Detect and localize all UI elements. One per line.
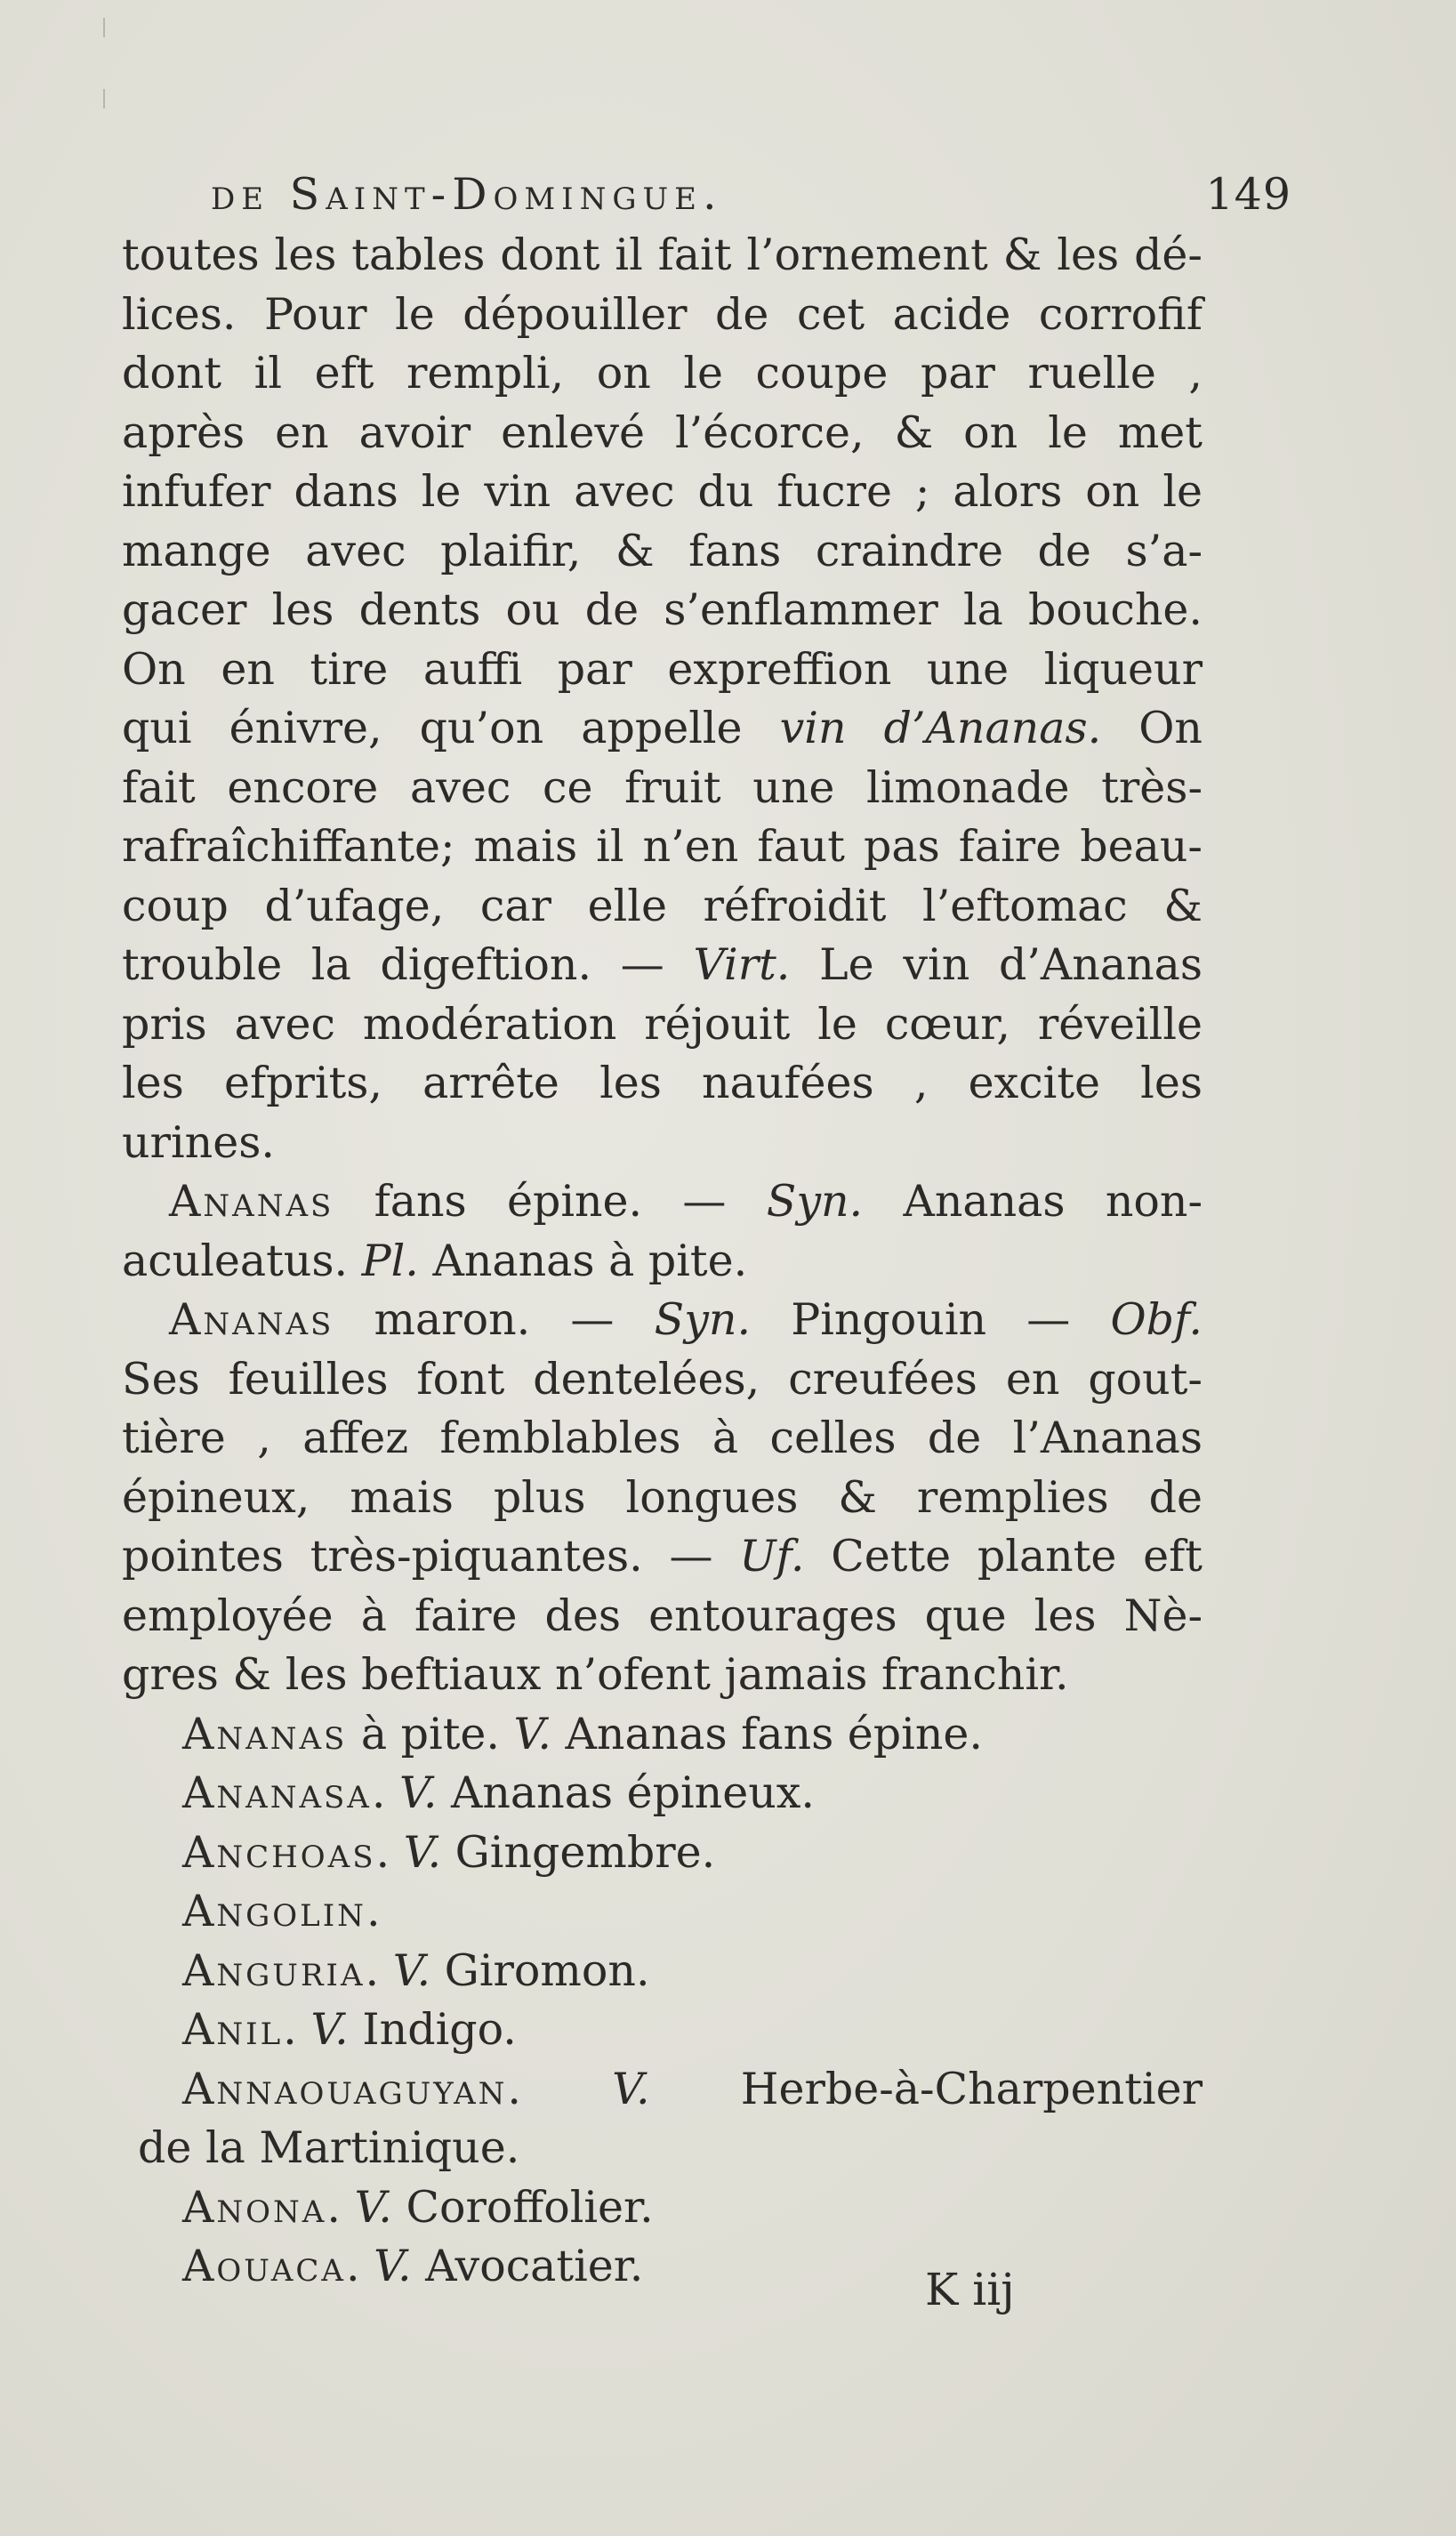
text-line <box>122 1649 1069 1700</box>
text-line <box>122 1471 1203 1523</box>
text-line <box>182 2181 654 2233</box>
italic-text: V. <box>354 2181 392 2233</box>
text-line <box>122 1116 275 1168</box>
text-segment: Ananas fans épine. <box>551 1708 983 1759</box>
entry-headword: Anil <box>182 2004 284 2055</box>
text-segment: Avocatier. <box>411 2241 644 2291</box>
text-line <box>122 288 1203 340</box>
text-line <box>182 1944 650 1996</box>
text-line <box>182 1886 381 1936</box>
entry-headword: Angolin <box>182 1886 366 1936</box>
entry-headword: Ananasa <box>182 1767 372 1818</box>
italic-text: V. <box>513 1708 551 1759</box>
text-segment: . <box>326 2181 355 2233</box>
text-line <box>122 939 1203 990</box>
text-segment: les efprits, arrête les naufées , excite les <box>122 1058 1203 1108</box>
text-segment: pris avec modération réjouit le cœur, réveille <box>122 998 1203 1050</box>
entry-headword: Anchoas <box>182 1826 376 1878</box>
running-title: de Saint-Domingue. <box>211 169 723 220</box>
text-segment: Indigo. <box>348 2004 517 2055</box>
entry-headword: Aouaca <box>182 2241 346 2291</box>
text-segment: . <box>371 1767 399 1818</box>
text-line <box>122 1058 1203 1108</box>
text-line <box>122 229 1203 280</box>
text-segment: de la Martinique. <box>138 2122 520 2173</box>
text-line <box>122 348 1203 399</box>
text-line <box>122 407 1203 458</box>
italic-text: Virt. <box>693 939 791 990</box>
text-line <box>122 1353 1203 1405</box>
entry-headword: Ananas <box>169 1294 334 1345</box>
text-segment: Herbe-à-Charpentier <box>649 2063 1203 2114</box>
text-line <box>122 821 1203 872</box>
text-segment: . <box>366 1886 381 1936</box>
text-segment: . <box>375 1826 404 1878</box>
text-segment: lices. Pour le dépouiller de cet acide corrofif <box>122 288 1203 340</box>
text-line <box>182 1767 815 1818</box>
text-segment: Cette plante eft <box>804 1531 1203 1582</box>
text-segment: à pite. <box>347 1708 514 1759</box>
text-segment: toutes les tables dont il fait l’ornement & les dé- <box>122 229 1203 280</box>
italic-text: Pl. <box>361 1235 419 1286</box>
text-segment: mange avec plaifir, & fans craindre de s’a- <box>122 525 1203 576</box>
italic-text: V. <box>403 1826 442 1878</box>
text-segment: Ananas non- <box>863 1176 1203 1227</box>
text-segment: aculeatus. <box>122 1235 362 1286</box>
text-segment: Le vin d’Ananas <box>790 939 1203 990</box>
text-segment: trouble la digeftion. — <box>122 939 694 990</box>
scan-gutter-mark <box>103 89 105 109</box>
text-line <box>122 643 1203 695</box>
running-header <box>189 169 1291 231</box>
italic-text: V. <box>310 2004 349 2055</box>
text-line <box>122 466 1203 517</box>
text-segment: gacer les dents ou de s’enflammer la bouche. <box>122 584 1203 635</box>
text-segment: Pingouin — <box>751 1294 1111 1345</box>
entry-headword: Ananas <box>169 1176 334 1227</box>
text-line <box>122 761 1203 813</box>
text-segment: épineux, mais plus longues & remplies de <box>122 1471 1203 1523</box>
text-line <box>182 2241 644 2291</box>
text-line <box>122 703 1203 753</box>
text-line <box>122 584 1203 635</box>
text-line <box>122 1235 748 1286</box>
text-segment: après en avoir enlevé l’écorce, & on le met <box>122 407 1203 458</box>
entry-headword: Annaouaguyan <box>182 2063 508 2114</box>
text-segment: . <box>507 2063 613 2114</box>
text-segment: rafraîchiffante; mais il n’en faut pas faire beau- <box>122 821 1203 872</box>
text-line <box>122 998 1203 1050</box>
page-number: 149 <box>1205 169 1291 220</box>
text-segment: pointes très-piquantes. — <box>122 1531 740 1582</box>
text-segment: coup d’ufage, car elle réfroidit l’eftomac & <box>122 880 1203 931</box>
text-line <box>122 1590 1203 1641</box>
text-line <box>122 525 1203 576</box>
text-line <box>182 2004 517 2055</box>
text-segment: infufer dans le vin avec du fucre ; alors on le <box>122 466 1203 517</box>
text-segment: . <box>283 2004 311 2055</box>
text-segment: qui énivre, qu’on appelle <box>122 703 780 753</box>
entry-headword: Anguria <box>182 1944 366 1996</box>
entry-headword: Anona <box>182 2181 327 2233</box>
italic-text: Syn. <box>654 1294 752 1345</box>
italic-text: Obf. <box>1110 1294 1203 1345</box>
text-segment: gres & les beftiaux n’ofent jamais franchir. <box>122 1649 1069 1700</box>
text-line <box>169 1294 1203 1345</box>
text-segment: fait encore avec ce fruit une limonade très- <box>122 761 1203 813</box>
text-segment: Coroffolier. <box>391 2181 654 2233</box>
text-line <box>182 1826 716 1878</box>
text-segment: . <box>365 1944 393 1996</box>
text-line <box>182 2063 1203 2114</box>
signature-mark: K iij <box>925 2264 1015 2315</box>
text-segment: tière , affez femblables à celles de l’Ananas <box>122 1413 1203 1463</box>
text-segment: Ses feuilles font dentelées, creufées en gout- <box>122 1353 1203 1405</box>
text-line <box>182 1708 983 1759</box>
text-line <box>169 1176 1203 1227</box>
text-segment: maron. — <box>334 1294 655 1345</box>
entry-headword: Ananas <box>182 1708 348 1759</box>
scan-gutter-mark <box>103 18 105 37</box>
text-segment: On en tire auffi par expreffion une liqueur <box>122 643 1203 695</box>
text-segment: Giromon. <box>430 1944 650 1996</box>
italic-text: V. <box>374 2241 412 2291</box>
text-segment: Ananas épineux. <box>437 1767 815 1818</box>
text-line <box>138 2122 520 2173</box>
italic-text: V. <box>399 1767 438 1818</box>
text-segment: On <box>1101 703 1203 753</box>
italic-text: vin d’Ananas. <box>779 703 1102 753</box>
text-segment: fans épine. — <box>334 1176 767 1227</box>
italic-text: Uf. <box>739 1531 805 1582</box>
text-segment: . <box>346 2241 374 2291</box>
text-segment: Ananas à pite. <box>418 1235 748 1286</box>
text-segment: Gingembre. <box>441 1826 716 1878</box>
text-segment: dont il eft rempli, on le coupe par ruelle , <box>122 348 1203 399</box>
italic-text: V. <box>612 2063 650 2114</box>
text-line <box>122 880 1203 931</box>
text-line <box>122 1531 1203 1582</box>
italic-text: V. <box>392 1944 431 1996</box>
text-segment: urines. <box>122 1116 275 1168</box>
italic-text: Syn. <box>766 1176 864 1227</box>
text-segment: employée à faire des entourages que les Nè- <box>122 1590 1203 1641</box>
text-line <box>122 1413 1203 1463</box>
